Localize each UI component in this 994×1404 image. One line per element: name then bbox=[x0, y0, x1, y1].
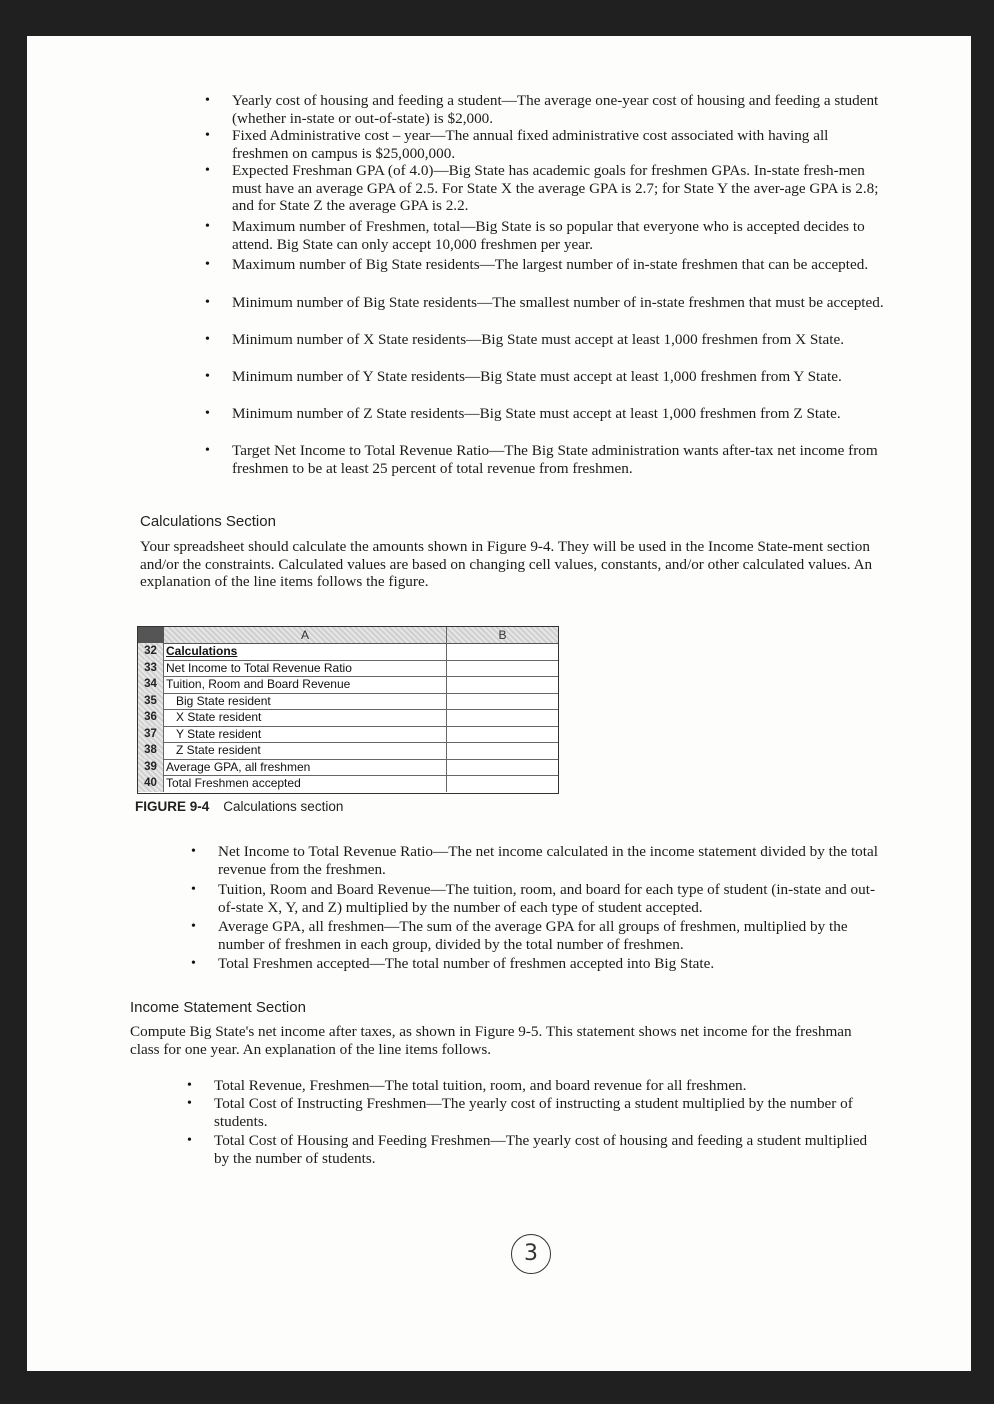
table-row bbox=[138, 676, 558, 694]
row-label: Average GPA, all freshmen bbox=[166, 759, 311, 774]
value-cell bbox=[446, 742, 559, 759]
income-explanations-list bbox=[214, 1077, 874, 1169]
list-item: • Total Revenue, Freshmen—The total tuition, room, and board revenue for all freshmen. bbox=[214, 1077, 874, 1095]
table-row bbox=[138, 759, 558, 777]
list-item: • Yearly cost of housing and feeding a student—The average one-year cost of housing and feeding a student (whether in-state or out-of-state) is $2,000. bbox=[232, 92, 887, 127]
row-label: Y State resident bbox=[176, 726, 262, 741]
calculations-explanations-list bbox=[218, 843, 878, 975]
list-item: • Fixed Administrative cost – year—The annual fixed administrative cost associated with having all freshmen on campus is $25,000,000. bbox=[232, 127, 887, 162]
list-item: • Minimum number of Y State residents—Big State must accept at least 1,000 freshmen from Y State. bbox=[232, 368, 887, 405]
figure-caption-text: Calculations section bbox=[223, 799, 344, 814]
list-item: • Expected Freshman GPA (of 4.0)—Big State has academic goals for freshmen GPAs. In-state fresh-men must have an average GPA of 2.5. For State X the average GPA is 2.7; for State Y the aver-age GPA is 2.8; and for State Z the average GPA is 2.2. bbox=[232, 162, 887, 218]
value-cell bbox=[446, 660, 559, 677]
table-row bbox=[138, 709, 558, 727]
value-cell bbox=[446, 775, 559, 792]
column-header-b: B bbox=[498, 628, 507, 642]
figure-caption bbox=[135, 799, 343, 814]
row-label: Big State resident bbox=[176, 693, 271, 708]
row-number: 35 bbox=[138, 693, 164, 710]
table-row bbox=[138, 693, 558, 711]
value-cell bbox=[446, 676, 559, 693]
value-cell bbox=[446, 759, 559, 776]
row-label: Total Freshmen accepted bbox=[166, 776, 301, 790]
requirements-list bbox=[232, 92, 887, 477]
list-item: • Target Net Income to Total Revenue Ratio—The Big State administration wants after-tax net income from freshmen to be at least 25 percent of total revenue from freshmen. bbox=[232, 442, 887, 477]
figure-label: FIGURE 9-4 bbox=[135, 799, 210, 814]
calculations-paragraph: Your spreadsheet should calculate the amounts shown in Figure 9-4. They will be used in the Income State-ment section and/or the constraints. Calculated values are based on changing cell values, constants, and/or other calculated values. An explanation of the line items follows the figure. bbox=[140, 538, 873, 590]
row-label: X State resident bbox=[176, 710, 262, 724]
table-row bbox=[138, 726, 558, 744]
row-number: 39 bbox=[138, 759, 164, 776]
table-row bbox=[138, 775, 558, 792]
row-number: 33 bbox=[138, 660, 164, 677]
row-label: Tuition, Room and Board Revenue bbox=[166, 677, 351, 691]
row-number: 37 bbox=[138, 726, 164, 743]
row-number: 32 bbox=[138, 643, 164, 660]
list-item: • Tuition, Room and Board Revenue—The tuition, room, and board for each type of student (in-state and out-of-state X, Y, and Z) multiplied by the number of each type of student accepted. bbox=[218, 881, 878, 918]
calculations-heading: Calculations Section bbox=[140, 513, 276, 530]
value-cell bbox=[446, 709, 559, 726]
income-statement-heading: Income Statement Section bbox=[130, 999, 306, 1016]
page-number: 3 bbox=[511, 1234, 551, 1274]
value-cell bbox=[446, 693, 559, 710]
row-number: 34 bbox=[138, 676, 164, 693]
list-item: • Total Cost of Housing and Feeding Freshmen—The yearly cost of housing and feeding a student multiplied by the number of students. bbox=[214, 1132, 874, 1169]
column-header-a: A bbox=[164, 627, 447, 643]
table-row bbox=[138, 742, 558, 760]
calculations-spreadsheet bbox=[137, 626, 559, 794]
list-item: • Net Income to Total Revenue Ratio—The net income calculated in the income statement divided by the total revenue from the freshmen. bbox=[218, 843, 878, 881]
select-all-corner bbox=[138, 627, 164, 643]
list-item: • Minimum number of Z State residents—Big State must accept at least 1,000 freshmen from Z State. bbox=[232, 405, 887, 442]
value-cell bbox=[446, 726, 559, 743]
list-item: • Minimum number of Big State residents—The smallest number of in-state freshmen that must be accepted. bbox=[232, 294, 887, 331]
list-item: • Total Freshmen accepted—The total number of freshmen accepted into Big State. bbox=[218, 955, 878, 975]
value-cell bbox=[446, 643, 559, 660]
document-page bbox=[27, 36, 971, 1371]
income-statement-paragraph: Compute Big State's net income after taxes, as shown in Figure 9-5. This statement shows net income for the freshman class for one year. An explanation of the line items follows. bbox=[130, 1023, 852, 1058]
row-label: Z State resident bbox=[176, 743, 261, 757]
list-item: • Average GPA, all freshmen—The sum of the average GPA for all groups of freshmen, multiplied by the number of freshmen in each group, divided by the total number of freshmen. bbox=[218, 918, 878, 955]
table-row bbox=[138, 660, 558, 678]
row-label: Net Income to Total Revenue Ratio bbox=[166, 660, 352, 675]
row-number: 40 bbox=[138, 775, 164, 792]
list-item: • Total Cost of Instructing Freshmen—The yearly cost of instructing a student multiplied by the number of students. bbox=[214, 1095, 874, 1132]
table-row bbox=[138, 643, 558, 661]
row-number: 38 bbox=[138, 742, 164, 759]
list-item: • Maximum number of Big State residents—The largest number of in-state freshmen that can be accepted. bbox=[232, 256, 887, 294]
list-item: • Minimum number of X State residents—Big State must accept at least 1,000 freshmen from X State. bbox=[232, 331, 887, 368]
row-number: 36 bbox=[138, 709, 164, 726]
row-label: Calculations bbox=[166, 644, 238, 658]
list-item: • Maximum number of Freshmen, total—Big State is so popular that everyone who is accepted decides to attend. Big State can only accept 10,000 freshmen per year. bbox=[232, 218, 887, 256]
